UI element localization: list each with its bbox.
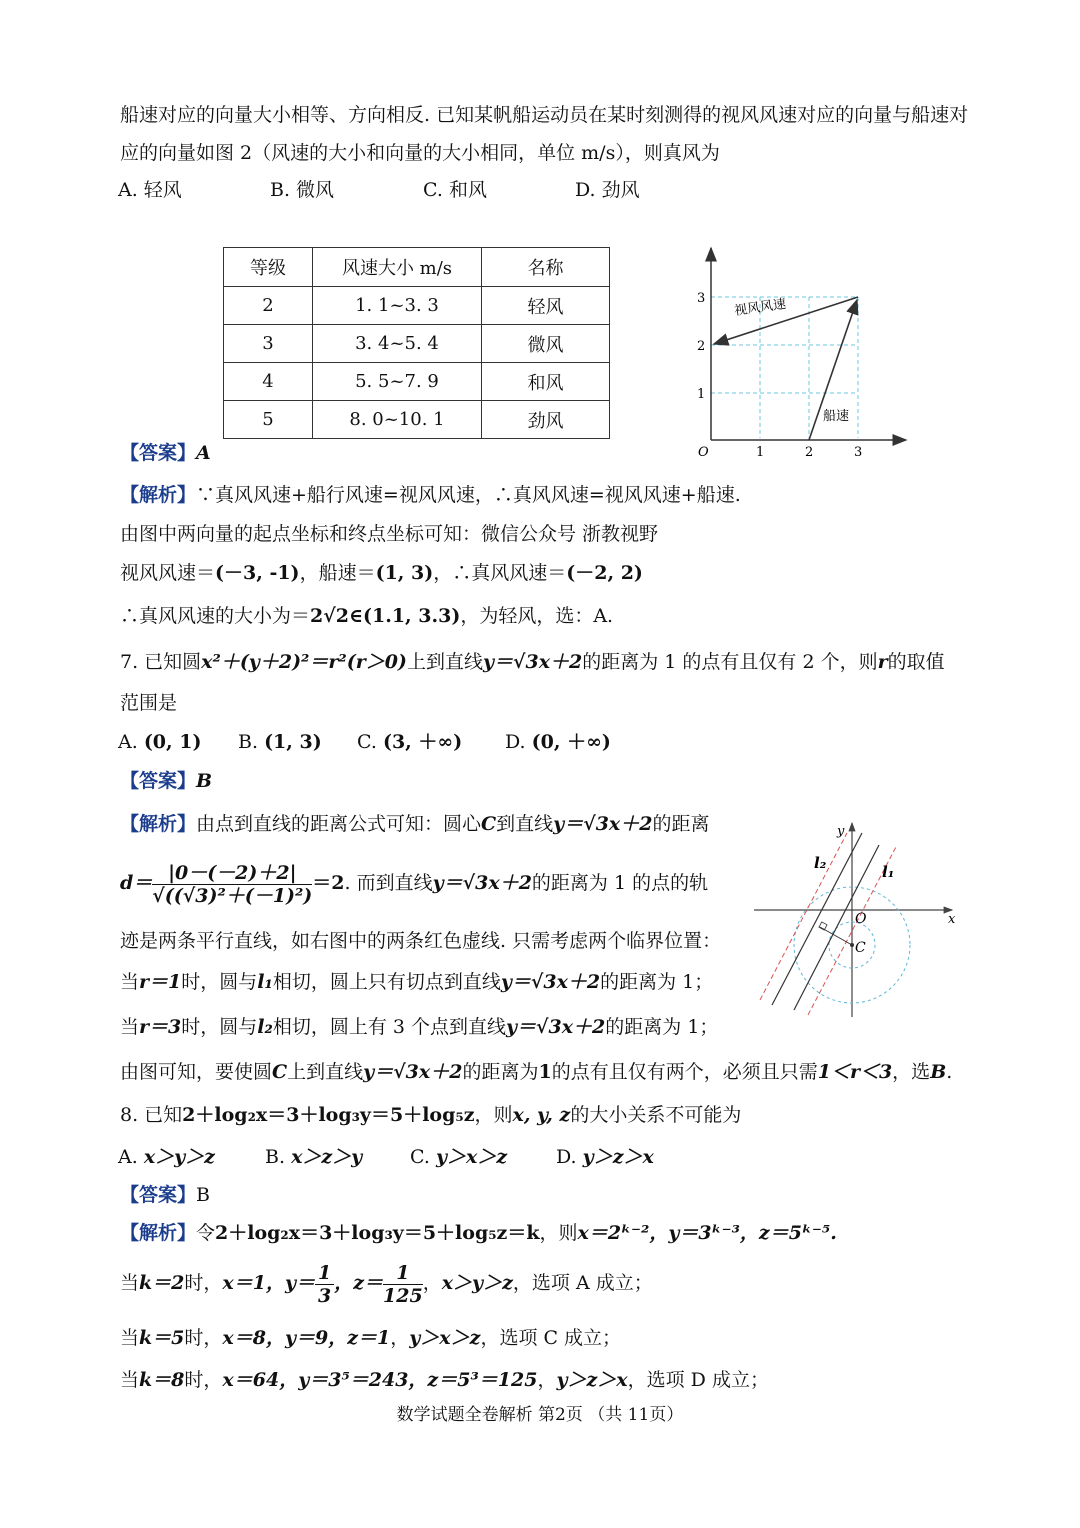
- q6-analysis-line4: [120, 603, 613, 629]
- math: l₂: [257, 1016, 273, 1038]
- answer-value: A: [196, 442, 211, 464]
- math: (－2, 2): [566, 562, 643, 584]
- math: x, y, z: [512, 1104, 571, 1126]
- analysis-tag: 【解析】: [120, 484, 197, 506]
- circle-lines-figure: [752, 815, 962, 1020]
- math: x＞y＞z: [441, 1272, 513, 1294]
- option-letter: A.: [118, 731, 138, 753]
- q7-option-c: [357, 729, 462, 755]
- table-header-cell: 风速大小 m/s: [313, 248, 482, 287]
- text: ，为轻风，选：A.: [460, 605, 614, 627]
- text: ，选项 D 成立；: [627, 1369, 769, 1391]
- math: y＝√3x＋2: [363, 1061, 463, 1083]
- table-header-row: [224, 248, 610, 287]
- text: 时，圆与: [181, 971, 258, 993]
- q6-stem-line1: 船速对应的向量大小相等、方向相反. 已知某帆船运动员在某时刻测得的视风风速对应的向量与船速对: [120, 104, 969, 126]
- option-letter: C.: [410, 1146, 430, 1168]
- q7-stem-line1: [120, 649, 945, 675]
- math: C: [481, 813, 497, 835]
- text: 视风风速＝: [120, 562, 216, 584]
- option-value: y＞z＞x: [582, 1146, 654, 1168]
- y-fraction: [315, 1262, 334, 1307]
- q6-analysis-line1: [120, 482, 741, 508]
- analysis-tag: 【解析】: [120, 813, 197, 835]
- table-row: [224, 401, 610, 439]
- l1-label: l₁: [882, 863, 895, 881]
- text: 相切，圆上有 3 个点到直线: [272, 1016, 506, 1038]
- text: 的距离为 1；: [600, 971, 714, 993]
- q8-option-d: [556, 1144, 654, 1170]
- math: y＝√3x＋2: [500, 971, 601, 993]
- math: x＝8，y＝9，z＝1: [222, 1327, 391, 1349]
- q6-option-b: B. 微风: [270, 179, 335, 201]
- math: x＝2ᵏ⁻²，y＝3ᵏ⁻³，z＝5ᵏ⁻⁵.: [577, 1222, 837, 1244]
- text: 的距离为 1 的点的轨: [531, 872, 709, 894]
- text: 上到直线: [287, 1061, 364, 1083]
- q8-option-c: [410, 1144, 507, 1170]
- text: 8. 已知: [120, 1104, 183, 1126]
- table-header-cell: 等级: [224, 248, 313, 287]
- text: 由点到直线的距离公式可知：圆心: [196, 813, 482, 835]
- q7-analysis-line5: [120, 1014, 718, 1040]
- q7-analysis-line3: 迹是两条平行直线，如右图中的两条红色虚线. 只需考虑两个临界位置：: [120, 930, 722, 952]
- q6-option-d: D. 劲风: [575, 179, 640, 201]
- text: 到直线: [496, 813, 554, 835]
- answer-tag: 【答案】: [120, 1184, 197, 1206]
- q6-stem-line2: 应的向量如图 2（风速的大小和向量的大小相同，单位 m/s），则真风为: [120, 142, 720, 164]
- math: l₁: [257, 971, 273, 993]
- line-l1: [794, 845, 879, 1010]
- text: ，选项 C 成立；: [480, 1327, 622, 1349]
- q8-stem: [120, 1102, 741, 1128]
- text: 的距离为: [462, 1061, 539, 1083]
- text: ，: [537, 1369, 557, 1391]
- math: 2＋log₂x＝3＋log₃y＝5＋log₅z: [182, 1104, 475, 1126]
- q7-analysis-line6: [120, 1059, 952, 1085]
- option-value: (1, 3): [264, 731, 322, 753]
- math: y＝√3x＋2: [432, 872, 532, 894]
- math: k＝5: [139, 1327, 185, 1349]
- table-cell: 5: [224, 401, 313, 439]
- math: x²＋(y＋2)²＝r²(r＞0): [201, 651, 407, 673]
- q8-analysis-line1: [120, 1220, 837, 1246]
- text: ，选项 A 成立；: [512, 1272, 653, 1294]
- fraction-denominator: √((√3)²＋(－1)²): [152, 884, 313, 907]
- y-tick-label: 3: [697, 291, 706, 306]
- q7-analysis-line1: [120, 811, 709, 837]
- text: .: [946, 1061, 953, 1083]
- math: B: [930, 1061, 947, 1083]
- red-dashed-line: [760, 833, 847, 1000]
- q8-option-a: [118, 1144, 215, 1170]
- math: y＞z＞x: [556, 1369, 628, 1391]
- math: 2＋log₂x＝3＋log₃y＝5＋log₅z＝k: [215, 1222, 540, 1244]
- vector-figure: [690, 240, 920, 465]
- q7-analysis-line4: [120, 969, 713, 995]
- table-row: [224, 325, 610, 363]
- math: 2√2∈(1.1, 3.3): [310, 605, 461, 627]
- option-value: x＞y＞z: [143, 1146, 215, 1168]
- text: 上到直线: [406, 651, 483, 673]
- analysis-text: ∵真风风速+船行风速=视风风速，∴真风风速=视风风速+船速.: [196, 484, 741, 506]
- table-cell: 和风: [482, 363, 610, 401]
- center-point: [850, 943, 854, 947]
- option-value: y＞x＞z: [435, 1146, 508, 1168]
- q8-analysis-k2: [120, 1258, 653, 1308]
- table-cell: 1. 1~3. 3: [313, 287, 482, 325]
- math: 1: [538, 1061, 552, 1083]
- table-cell: 5. 5~7. 9: [313, 363, 482, 401]
- text: ，∴真风风速＝: [433, 562, 567, 584]
- math: ，z＝: [334, 1272, 384, 1294]
- text: 当: [120, 1016, 140, 1038]
- table-cell: 劲风: [482, 401, 610, 439]
- text: 的点有且仅有两个，必须且只需: [551, 1061, 818, 1083]
- q8-answer: [120, 1182, 210, 1208]
- text: 时，: [184, 1327, 223, 1349]
- text: 时，: [184, 1369, 223, 1391]
- q8-analysis-k5: [120, 1325, 621, 1351]
- page-footer: 数学试题全卷解析 第2页 （共 11页）: [396, 1405, 684, 1425]
- math: r＝1: [139, 971, 182, 993]
- text: 7. 已知圆: [120, 651, 202, 673]
- math: (－3, -1): [215, 562, 300, 584]
- option-value: (3, ＋∞): [382, 731, 463, 753]
- text: 时，圆与: [181, 1016, 258, 1038]
- q6-analysis-line3: [120, 560, 643, 586]
- center-label: C: [855, 940, 866, 956]
- q7-analysis-line2: [120, 855, 708, 911]
- x-axis-label: x: [948, 912, 956, 927]
- table-cell: 2: [224, 287, 313, 325]
- answer-value: B: [196, 1184, 210, 1206]
- text: 当: [120, 1272, 140, 1294]
- option-letter: D.: [556, 1146, 577, 1168]
- table-cell: 3: [224, 325, 313, 363]
- option-letter: D.: [505, 731, 526, 753]
- q8-analysis-k8: [120, 1367, 769, 1393]
- text: ∴真风风速的大小为＝: [120, 605, 311, 627]
- text: 当: [120, 1369, 140, 1391]
- l2-label: l₂: [814, 854, 827, 872]
- text: ，: [390, 1327, 410, 1349]
- x-tick-label: 2: [805, 445, 814, 460]
- table-cell: 3. 4~5. 4: [313, 325, 482, 363]
- q6-option-c: C. 和风: [423, 179, 487, 201]
- q7-option-b: [238, 729, 322, 755]
- option-letter: B.: [238, 731, 259, 753]
- option-letter: C.: [357, 731, 377, 753]
- math: y＞x＞z: [409, 1327, 481, 1349]
- option-value: (0, ＋∞): [531, 731, 611, 753]
- q7-answer: [120, 768, 212, 794]
- table-header-cell: 名称: [482, 248, 610, 287]
- text: 由图可知，要使圆: [120, 1061, 273, 1083]
- math: x＝64，y＝3⁵＝243，z＝5³＝125: [222, 1369, 538, 1391]
- fraction-denominator: 125: [383, 1284, 423, 1307]
- wind-scale-table: [223, 247, 610, 439]
- math: k＝8: [139, 1369, 185, 1391]
- table-cell: 微风: [482, 325, 610, 363]
- text: ，则: [539, 1222, 578, 1244]
- x-tick-label: 3: [854, 445, 863, 460]
- text: ，则: [474, 1104, 513, 1126]
- text: . 而到直线: [344, 872, 433, 894]
- text: 时，: [184, 1272, 223, 1294]
- option-value: (0, 1): [143, 731, 202, 753]
- math: ＝2: [312, 872, 345, 894]
- answer-value: B: [196, 770, 213, 792]
- answer-tag: 【答案】: [120, 770, 197, 792]
- math: (1, 3): [375, 562, 434, 584]
- table-row: [224, 363, 610, 401]
- y-tick-label: 1: [697, 387, 706, 402]
- text: ，船速＝: [299, 562, 376, 584]
- apparent-wind-label: 视风风速: [733, 296, 788, 319]
- q6-option-a: A. 轻风: [118, 179, 182, 201]
- fraction-numerator: 1: [315, 1262, 334, 1285]
- text: 相切，圆上只有切点到直线: [272, 971, 501, 993]
- text: ，: [422, 1272, 442, 1294]
- fraction-numerator: |0－(－2)＋2|: [152, 862, 312, 885]
- text: 的距离为 1 的点有且仅有 2 个，则: [582, 651, 878, 673]
- table-cell: 轻风: [482, 287, 610, 325]
- option-letter: A.: [118, 1146, 138, 1168]
- math: k＝2: [139, 1272, 185, 1294]
- fraction-numerator: 1: [383, 1262, 423, 1285]
- q7-option-a: [118, 729, 201, 755]
- q8-option-b: [265, 1144, 362, 1170]
- text: 的大小关系不可能为: [570, 1104, 742, 1126]
- analysis-tag: 【解析】: [120, 1222, 197, 1244]
- math: r: [877, 651, 888, 673]
- distance-fraction: [152, 862, 312, 907]
- x-tick-label: 1: [756, 445, 765, 460]
- origin-label: O: [855, 911, 867, 927]
- math: 1＜r＜3: [817, 1061, 893, 1083]
- table-cell: 4: [224, 363, 313, 401]
- origin-label: O: [698, 445, 709, 460]
- text: 当: [120, 971, 140, 993]
- table-cell: 8. 0~10. 1: [313, 401, 482, 439]
- math: y＝√3x＋2: [553, 813, 653, 835]
- y-axis-label: y: [837, 824, 845, 839]
- table-row: [224, 287, 610, 325]
- text: 的距离: [652, 813, 710, 835]
- math: r＝3: [139, 1016, 182, 1038]
- math: C: [272, 1061, 288, 1083]
- text: 的取值: [887, 651, 945, 673]
- option-letter: B.: [265, 1146, 286, 1168]
- text: 的距离为 1；: [605, 1016, 719, 1038]
- math: y＝√3x＋2: [505, 1016, 606, 1038]
- text: 令: [196, 1222, 216, 1244]
- boat-speed-label: 船速: [823, 409, 850, 424]
- option-value: x＞z＞y: [291, 1146, 363, 1168]
- math: x＝1，y＝: [222, 1272, 316, 1294]
- answer-tag: 【答案】: [120, 442, 197, 464]
- q7-stem-line2: 范围是: [120, 692, 178, 714]
- text: ，选: [892, 1061, 931, 1083]
- text: 当: [120, 1327, 140, 1349]
- math: d＝: [120, 872, 153, 894]
- q6-analysis-line2: 由图中两向量的起点坐标和终点坐标可知：微信公众号 浙教视野: [120, 523, 659, 545]
- y-tick-label: 2: [697, 339, 706, 354]
- fraction-denominator: 3: [318, 1284, 332, 1307]
- q7-option-d: [505, 729, 611, 755]
- math: y＝√3x＋2: [482, 651, 583, 673]
- q6-answer: [120, 440, 211, 466]
- z-fraction: [383, 1262, 423, 1307]
